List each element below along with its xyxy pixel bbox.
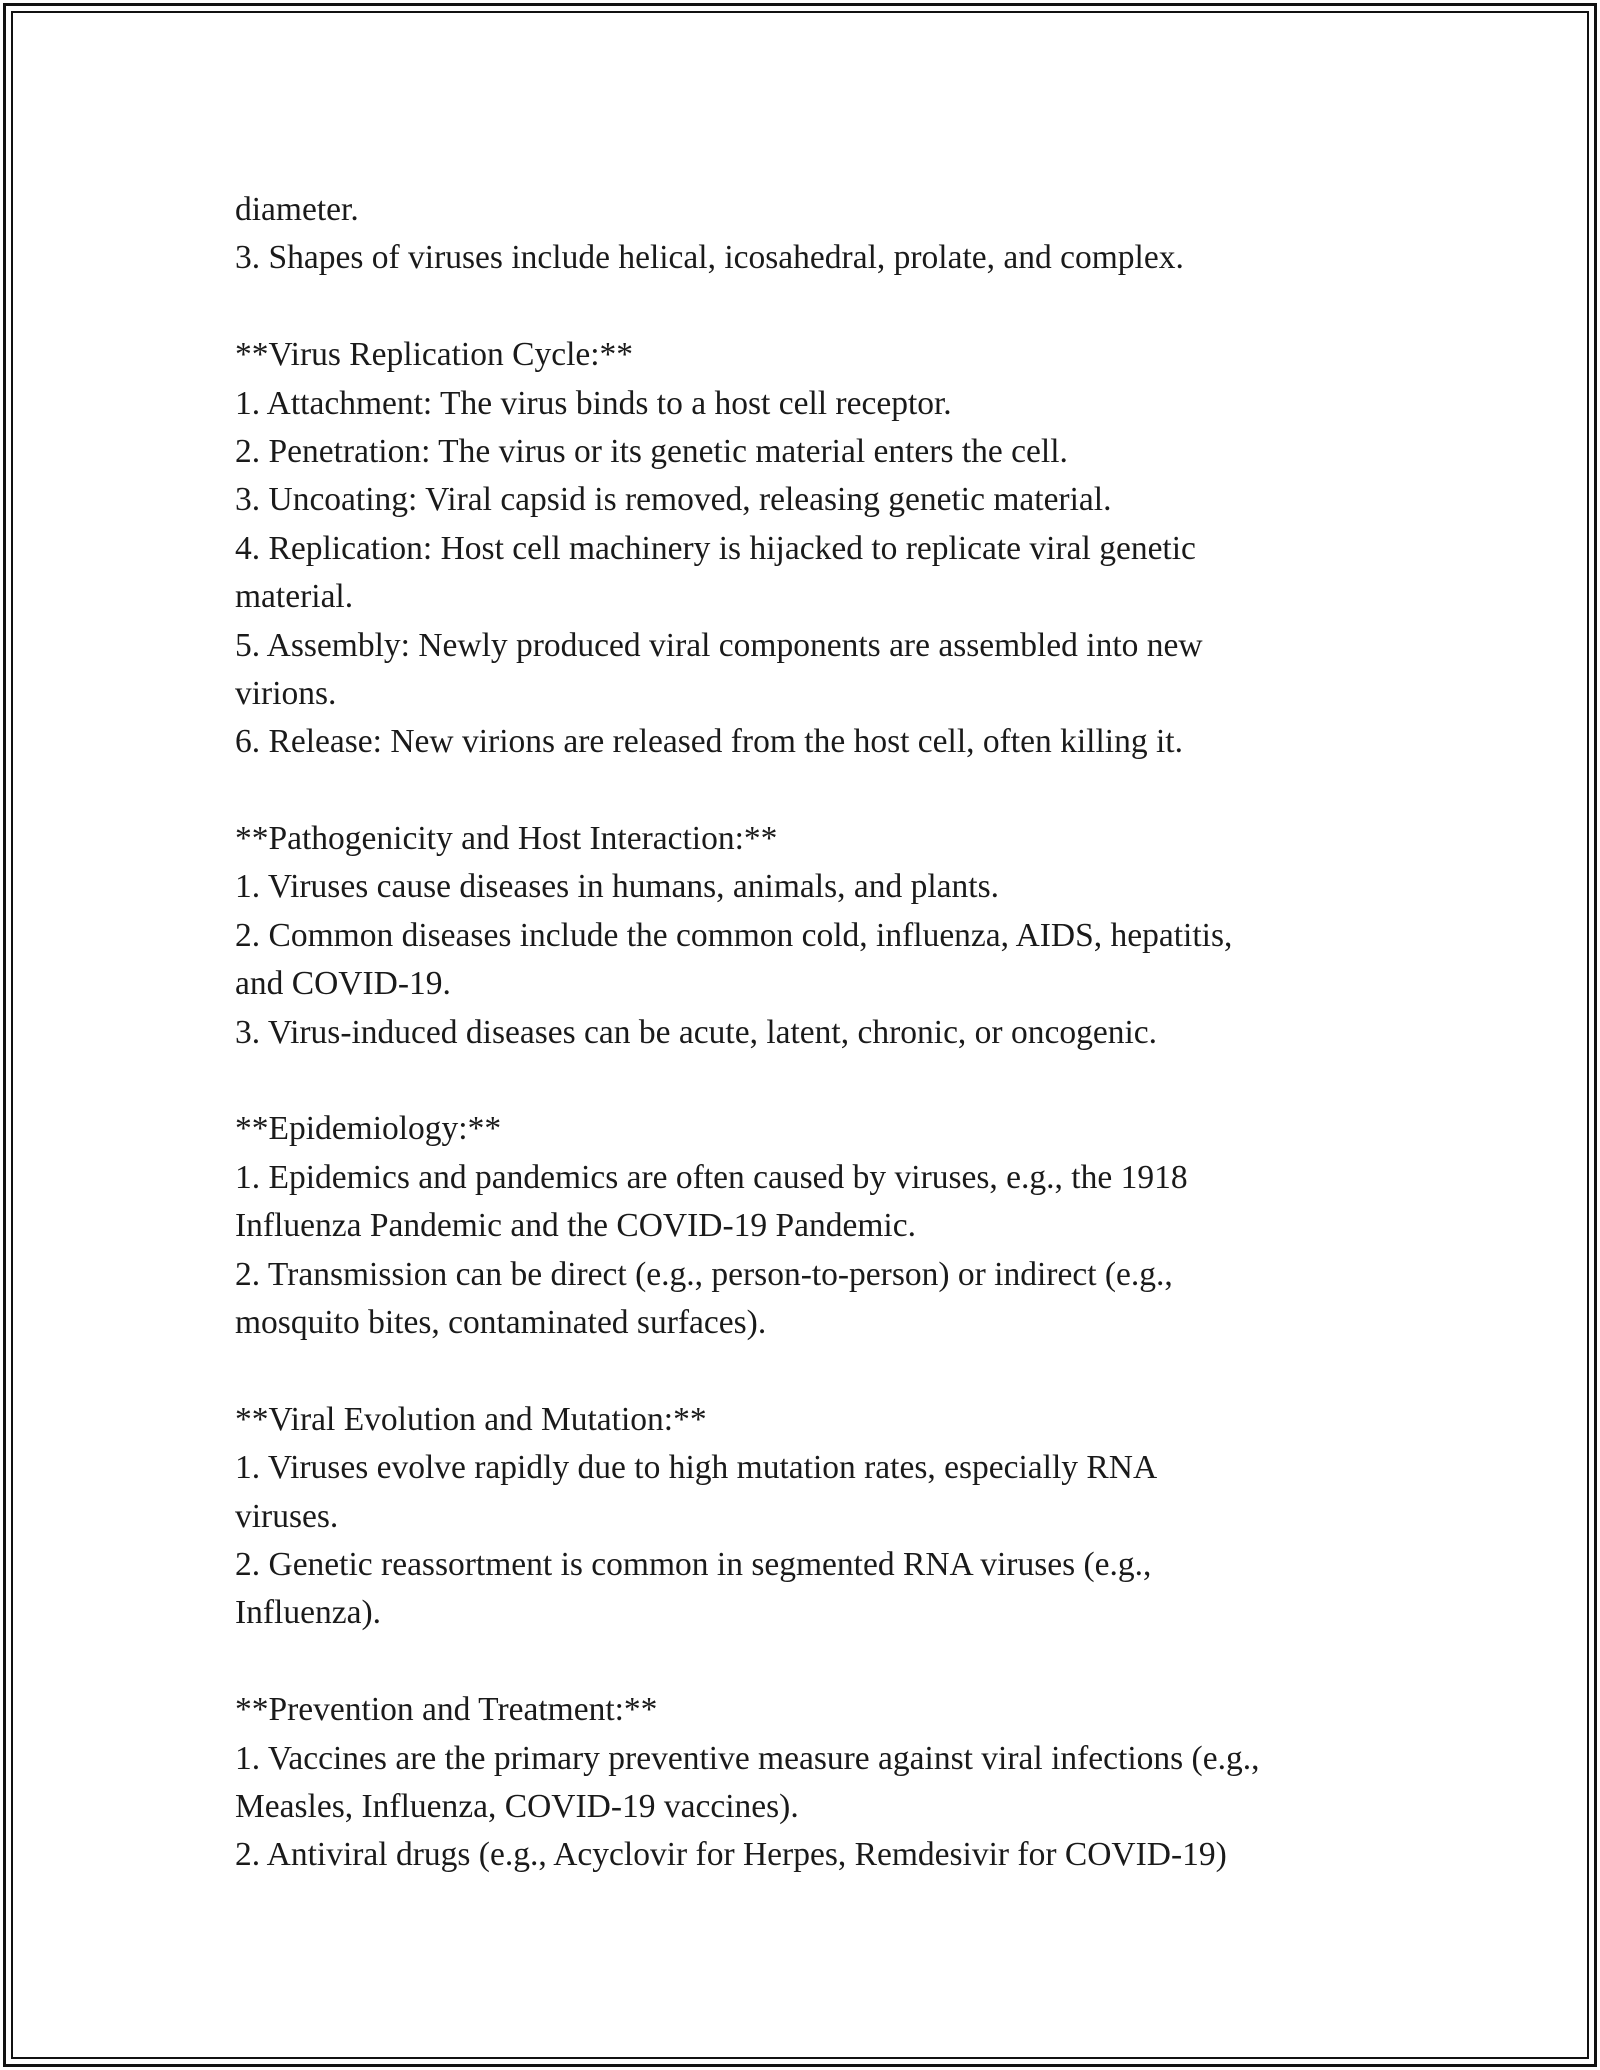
- text-line: viruses.: [235, 1497, 339, 1535]
- text-line: Influenza Pandemic and the COVID-19 Pandemic.: [235, 1207, 916, 1245]
- blank-line: [235, 767, 1385, 815]
- text-line: 2. Common diseases include the common cold, influenza, AIDS, hepatitis,: [235, 916, 1233, 954]
- text-line: virions.: [235, 674, 337, 712]
- text-line: 1. Vaccines are the primary preventive measure against viral infections (e.g.,: [235, 1739, 1260, 1777]
- blank-line: [235, 1057, 1385, 1105]
- text-line: 1. Attachment: The virus binds to a host cell receptor.: [235, 384, 952, 422]
- section-heading: **Prevention and Treatment:**: [235, 1691, 658, 1729]
- section-heading: **Viral Evolution and Mutation:**: [235, 1400, 707, 1438]
- text-line: Measles, Influenza, COVID-19 vaccines).: [235, 1787, 799, 1825]
- section-heading: **Virus Replication Cycle:**: [235, 336, 634, 374]
- text-line: 6. Release: New virions are released from the host cell, often killing it.: [235, 723, 1183, 761]
- text-line: material.: [235, 578, 354, 616]
- blank-line: [235, 1638, 1385, 1686]
- text-line: 2. Genetic reassortment is common in segmented RNA viruses (e.g.,: [235, 1545, 1152, 1583]
- section-heading: **Epidemiology:**: [235, 1110, 502, 1148]
- text-line: 4. Replication: Host cell machinery is hijacked to replicate viral genetic: [235, 529, 1196, 567]
- text-line: diameter.: [235, 191, 359, 228]
- text-line: and COVID-19.: [235, 965, 451, 1003]
- text-line: 1. Viruses cause diseases in humans, animals, and plants.: [235, 868, 1000, 906]
- text-line: Influenza).: [235, 1594, 382, 1632]
- blank-line: [235, 283, 1385, 331]
- text-line: 5. Assembly: Newly produced viral components are assembled into new: [235, 626, 1203, 664]
- text-line: 2. Transmission can be direct (e.g., person-to-person) or indirect (e.g.,: [235, 1255, 1173, 1293]
- section-heading: **Pathogenicity and Host Interaction:**: [235, 820, 778, 858]
- text-line: 2. Antiviral drugs (e.g., Acyclovir for Herpes, Remdesivir for COVID-19): [235, 1836, 1227, 1874]
- text-line: 1. Epidemics and pandemics are often caused by viruses, e.g., the 1918: [235, 1158, 1188, 1196]
- document-body: [235, 186, 1385, 1880]
- text-line: 3. Uncoating: Viral capsid is removed, releasing genetic material.: [235, 481, 1112, 519]
- text-line: 3. Shapes of viruses include helical, icosahedral, prolate, and complex.: [235, 239, 1184, 277]
- text-line: mosquito bites, contaminated surfaces).: [235, 1303, 767, 1341]
- text-line: 2. Penetration: The virus or its genetic material enters the cell.: [235, 432, 1068, 470]
- blank-line: [235, 1347, 1385, 1395]
- text-line: 1. Viruses evolve rapidly due to high mutation rates, especially RNA: [235, 1449, 1158, 1487]
- text-line: 3. Virus-induced diseases can be acute, latent, chronic, or oncogenic.: [235, 1013, 1158, 1051]
